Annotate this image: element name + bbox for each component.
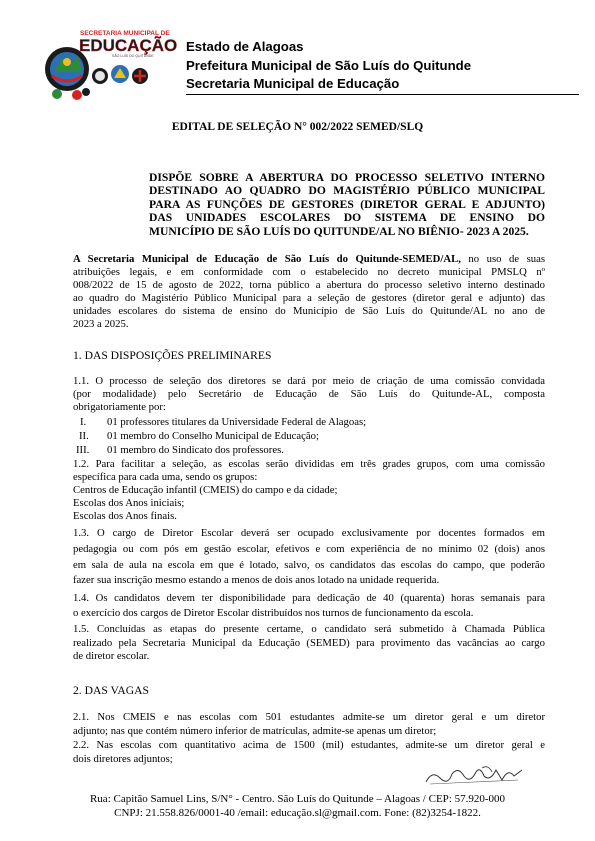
header-text xyxy=(186,38,471,94)
paragraph-1-2 xyxy=(73,458,545,523)
dispoe-line: DISPÕE SOBRE A ABERTURA DO PROCESSO SELETIVO INTERNO xyxy=(149,171,545,184)
header-rule xyxy=(186,94,579,95)
intro-lead: A Secretaria Municipal de Educação de São Luís do Quitunde-SEMED/AL, xyxy=(73,253,461,265)
p22-line: 2.2. Nas escolas com quantitativo acima de 1500 (mil) estudantes, admite-se um diretor geral e xyxy=(73,739,545,751)
p12-line: 1.2. Para facilitar a seleção, as escolas serão divididas em três grades grupos, com uma comissão xyxy=(73,458,545,470)
section2-title: 2. DAS VAGAS xyxy=(73,684,149,697)
footer-contact: CNPJ: 21.558.826/0001-40 /email: educação.sl@gmail.com. Fone: (82)3254-1822. xyxy=(114,806,481,819)
intro-line: ao quadro do Magistério Público Municipal para a seleção de gestores (diretor geral e adjunto) das xyxy=(73,291,545,304)
footer xyxy=(0,793,595,820)
p13-line: em sala de aula na escola em que é lotado, salvo, os candidatos das escolas do campo, que poderão xyxy=(73,558,545,571)
intro-line: unidades escolares do sistema de ensino do Município de São Luís do Quitunde/AL no ano de xyxy=(73,304,545,317)
svg-text:SECRETARIA MUNICIPAL DE: SECRETARIA MUNICIPAL DE xyxy=(80,30,170,37)
svg-text:EDUCAÇÃO: EDUCAÇÃO xyxy=(79,36,178,55)
header-prefeitura: Prefeitura Municipal de São Luís do Quitunde xyxy=(186,57,472,73)
intro-line: 008/2022 de 15 de agosto de 2022, torna público a abertura do processo seletivo interno destinado xyxy=(73,278,545,291)
p12-group: Centros de Educação infantil (CMEIS) do campo e da cidade; xyxy=(73,483,338,496)
edital-title: EDITAL DE SELEÇÃO N° 002/2022 SEMED/SLQ xyxy=(171,121,424,133)
dispoe-line: PARA AS FUNÇÕES DE GESTORES (DIRETOR GERAL E ADJUNTO) xyxy=(149,197,545,211)
paragraph-2-1 xyxy=(73,711,545,738)
secretaria-educacao-logo xyxy=(42,26,178,106)
handwritten-signature xyxy=(422,762,528,788)
commission-num: II. xyxy=(79,430,89,442)
dispoe-line: DAS UNIDADES ESCOLARES DO SISTEMA DE ENSINO DO xyxy=(149,211,545,225)
p14-line: o exercício dos cargos de Diretor Escolar distribuídos nos turnos de funcionamento da escola. xyxy=(73,607,474,620)
commission-item: 01 membro do Conselho Municipal de Educação; xyxy=(107,430,319,442)
section1-title: 1. DAS DISPOSIÇÕES PRELIMINARES xyxy=(73,349,272,362)
p13-line: fazer sua inscrição mesmo estando a menos de dois anos lotado na unidade requerida. xyxy=(73,574,440,587)
p15-line: realizado pela Secretaria Municipal da Educação (SEMED) para provimento das vacâncias ao cargo xyxy=(73,636,545,649)
p13-line: 1.3. O cargo de Diretor Escolar deverá ser ocupado exclusivamente por docentes formados em xyxy=(73,527,545,539)
p12-group: Escolas dos Anos iniciais; xyxy=(73,496,185,509)
p12-line: específica para cada uma, sendo os grupos: xyxy=(73,470,258,483)
svg-text:SÃO LUÍS DO QUITUNDE: SÃO LUÍS DO QUITUNDE xyxy=(112,54,154,58)
p21-line: 2.1. Nos CMEIS e nas escolas com 501 estudantes admite-se um diretor geral e um diretor xyxy=(73,711,545,723)
p11-line: obrigatoriamente por: xyxy=(73,400,166,413)
header-secretaria: Secretaria Municipal de Educação xyxy=(186,76,400,91)
dispoe-line: DESTINADO AO QUADRO DO MAGISTÉRIO PÚBLICO MUNICIPAL xyxy=(149,184,545,198)
p15-line: de diretor escolar. xyxy=(73,650,150,663)
intro-line: 2023 a 2025. xyxy=(73,317,129,330)
intro-line: atribuições legais, e em conformidade com o estabelecido no decreto municipal PMSLQ nº xyxy=(73,265,545,278)
dispoe-line: MUNICÍPIO DE SÃO LUÍS DO QUITUNDE/AL NO BIÊNIO- 2023 A 2025. xyxy=(149,224,529,238)
commission-item: 01 professores titulares da Universidade Federal de Alagoas; xyxy=(107,416,367,428)
intro-paragraph xyxy=(73,253,545,330)
p14-line: 1.4. Os candidatos devem ter disponibilidade para dedicação de 40 (quarenta) horas semanais para xyxy=(73,592,545,604)
p11-line: (por modalidade) pelo Secretário de Educação de São Luís do Quitunde-AL, composta xyxy=(73,387,545,400)
paragraph-1-4 xyxy=(73,591,545,621)
commission-num: I. xyxy=(80,416,87,428)
header-state: Estado de Alagoas xyxy=(186,39,304,54)
p21-line: adjunto; nas que contém número inferior de matrículas, admite-se apenas um diretor; xyxy=(73,724,437,737)
paragraph-1-3 xyxy=(73,526,545,589)
dispoe-block xyxy=(149,171,545,238)
commission-item: 01 membro do Sindicato dos professores. xyxy=(107,444,284,456)
p12-group: Escolas dos Anos finais. xyxy=(73,509,177,522)
p22-line: dois diretores adjuntos; xyxy=(73,752,173,765)
p11-line: 1.1. O processo de seleção dos diretores se dará por meio de criação de uma comissão convidada xyxy=(73,375,545,387)
p15-line: 1.5. Concluídas as etapas do presente certame, o candidato será submetido à Chamada Pública xyxy=(73,623,545,635)
commission-num: III. xyxy=(76,444,90,456)
paragraph-1-5 xyxy=(73,623,545,664)
footer-address: Rua: Capitão Samuel Lins, S/N° - Centro. São Luís do Quitunde – Alagoas / CEP: 57.920-000 xyxy=(89,793,506,805)
paragraph-1-1 xyxy=(73,375,545,414)
intro-lead-rest: no uso de suas xyxy=(460,253,546,265)
p13-line: pedagogia ou com pós em gestão escolar, efetivos e com experiência de no mínimo 02 (dois) anos xyxy=(73,542,545,555)
